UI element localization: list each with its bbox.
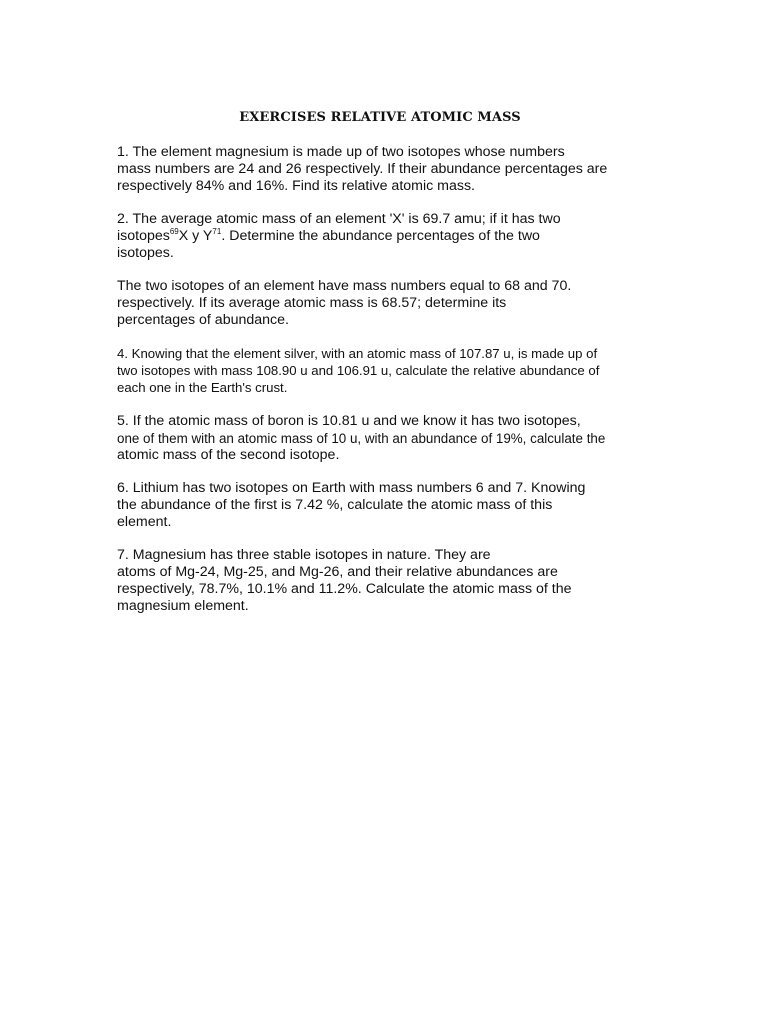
mass-number-69: 69 (169, 227, 179, 236)
exercise-7-line: 7. Magnesium has three stable isotopes in nature. They are (117, 547, 491, 563)
exercise-7 (117, 547, 657, 615)
exercise-1-line: respectively 84% and 16%. Find its relative atomic mass. (117, 178, 475, 194)
exercise-1-line: 1. The element magnesium is made up of two isotopes whose numbers (117, 144, 565, 160)
mass-number-71: 71 (212, 227, 222, 236)
exercise-4-line: each one in the Earth's crust. (117, 380, 288, 395)
exercise-3-line: respectively. If its average atomic mass is 68.57; determine its (117, 295, 507, 311)
exercise-7-line: magnesium element. (117, 598, 249, 614)
exercise-5-line: one of them with an atomic mass of 10 u, with an abundance of 19%, calculate the (117, 431, 606, 446)
exercise-2-line (117, 228, 657, 245)
isotope-symbols: X y Y (178, 228, 213, 244)
exercise-7-line: respectively, 78.7%, 10.1% and 11.2%. Calculate the atomic mass of the (117, 581, 572, 597)
exercise-3-line: The two isotopes of an element have mass numbers equal to 68 and 70. (117, 278, 572, 294)
exercise-1-line: mass numbers are 24 and 26 respectively. If their abundance percentages are (117, 161, 608, 177)
exercise-2-line: 2. The average atomic mass of an element 'X' is 69.7 amu; if it has two (117, 211, 561, 227)
exercise-1 (117, 144, 657, 195)
exercise-5-line: 5. If the atomic mass of boron is 10.81 u and we know it has two isotopes, (117, 413, 581, 429)
exercise-2-line: isotopes. (117, 245, 174, 261)
exercise-7-line: atoms of Mg-24, Mg-25, and Mg-26, and their relative abundances are (117, 564, 558, 580)
exercise-2-question: . Determine the abundance percentages of the two (221, 228, 540, 244)
exercise-2 (117, 211, 657, 262)
exercise-4-line: 4. Knowing that the element silver, with an atomic mass of 107.87 u, is made up of (117, 346, 598, 361)
exercise-6-line: element. (117, 514, 172, 530)
exercise-5-line: atomic mass of the second isotope. (117, 447, 340, 463)
exercise-3-line: percentages of abundance. (117, 312, 289, 328)
exercise-3 (117, 278, 657, 329)
exercise-5 (117, 413, 657, 464)
isotopes-word: isotopes (117, 228, 170, 244)
document-title: EXERCISES RELATIVE ATOMIC MASS (239, 110, 521, 125)
exercise-4 (117, 345, 657, 396)
exercise-6-line: the abundance of the first is 7.42 %, calculate the atomic mass of this (117, 497, 553, 513)
exercise-6-line: 6. Lithium has two isotopes on Earth with mass numbers 6 and 7. Knowing (117, 480, 586, 496)
exercise-4-line: two isotopes with mass 108.90 u and 106.91 u, calculate the relative abundance of (117, 363, 600, 378)
exercise-6 (117, 480, 657, 531)
